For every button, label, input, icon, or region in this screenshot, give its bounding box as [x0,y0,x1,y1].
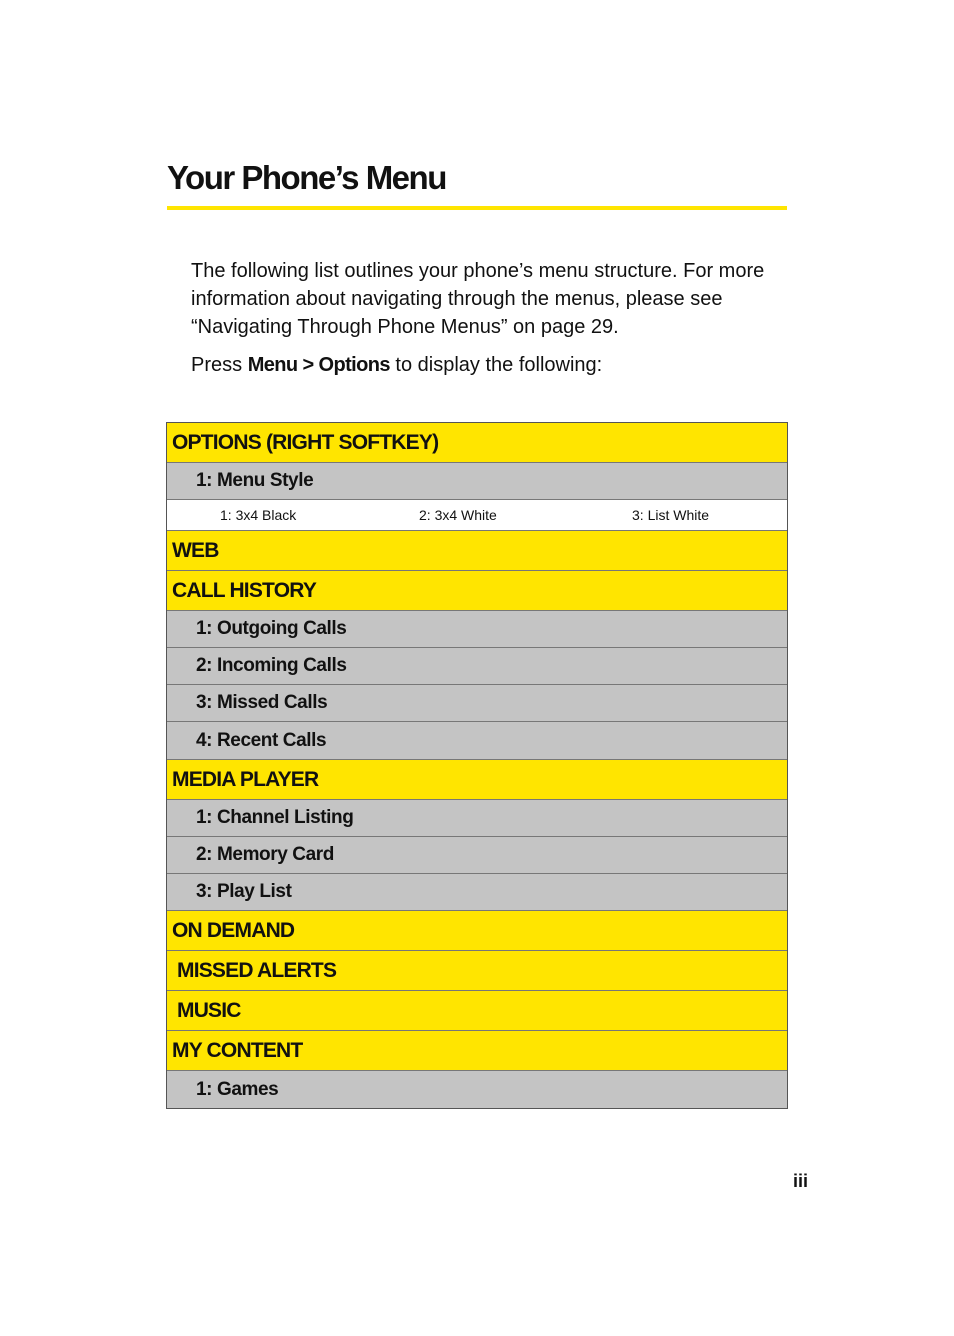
submenu-item: 1: Outgoing Calls [167,611,787,648]
menu-style-option: 2: 3x4 White [419,507,497,523]
menu-style-option: 1: 3x4 Black [220,507,297,523]
submenu-item: 1: Games [167,1071,787,1108]
menu-header-on-demand: ON DEMAND [167,911,787,951]
submenu-item: 3: Missed Calls [167,685,787,722]
page-number: iii [793,1171,809,1191]
menu-header-call-history: CALL HISTORY [167,571,787,611]
options-key-label: Options [318,354,390,376]
press-suffix: to display the following: [389,354,603,376]
menu-header-my-content: MY CONTENT [167,1031,787,1071]
press-prefix: Press [191,354,248,376]
menu-key-label: Menu [247,354,298,376]
menu-separator: > [297,354,319,376]
submenu-item: 4: Recent Calls [167,722,787,760]
submenu-item: 1: Channel Listing [167,800,787,837]
menu-header-music: MUSIC [167,991,787,1031]
intro-paragraph: The following list outlines your phone’s menu structure. For more information about navigating through the menus, please see “Navigating Through Phone Menus” on page 29. [191,260,765,338]
menu-style-option: 3: List White [632,507,710,523]
menu-header-options: OPTIONS (RIGHT SOFTKEY) [167,423,787,463]
menu-header-web: WEB [167,531,787,571]
menu-structure-table [166,422,788,1109]
submenu-item: 2: Incoming Calls [167,648,787,685]
submenu-item-menu-style: 1: Menu Style [167,463,787,500]
menu-style-options-row [167,500,787,531]
submenu-item: 3: Play List [167,874,787,911]
menu-header-media-player: MEDIA PLAYER [167,760,787,800]
press-instruction [191,351,787,379]
page-title: Your Phone’s Menu [167,159,446,196]
title-underline [167,206,787,210]
menu-header-missed-alerts: MISSED ALERTS [167,951,787,991]
submenu-item: 2: Memory Card [167,837,787,874]
